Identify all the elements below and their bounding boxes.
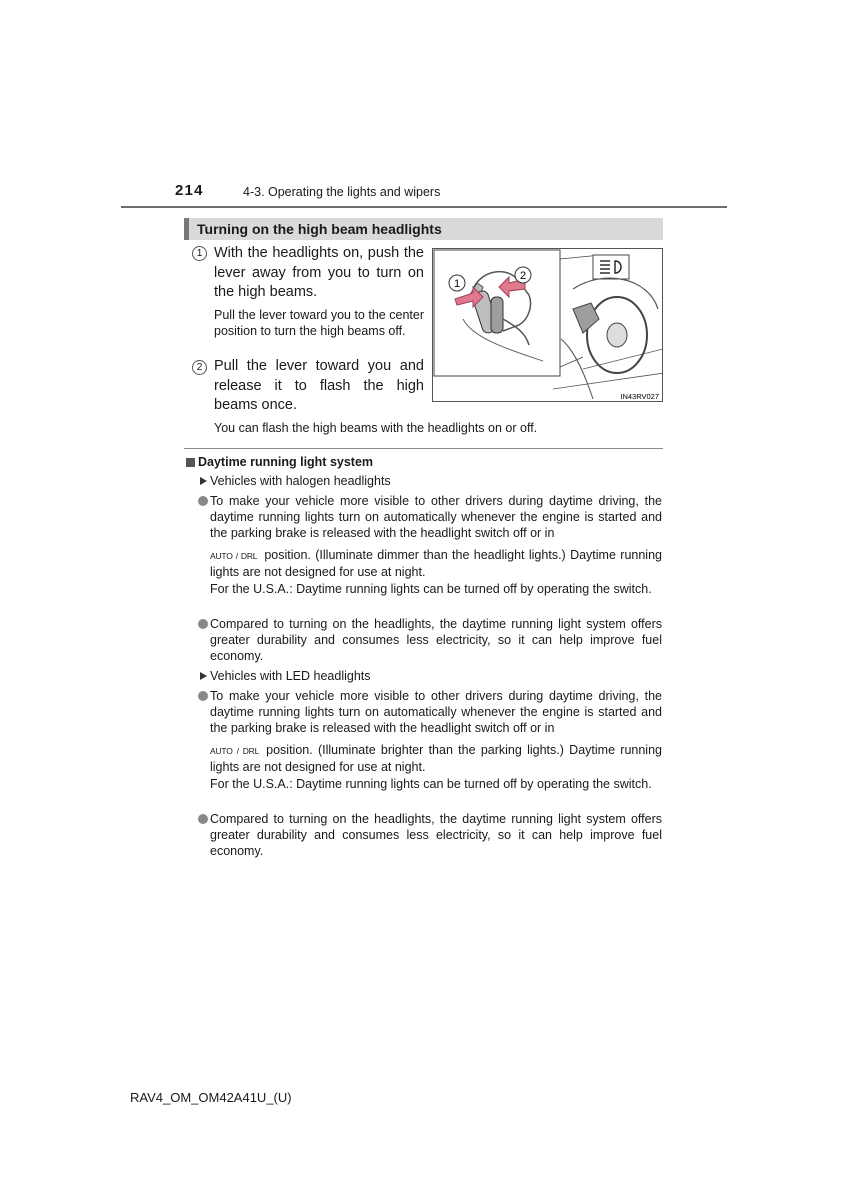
halogen-bullet-1-cont	[210, 547, 662, 580]
bullet-dot-icon	[198, 814, 208, 824]
step-1-text: With the headlights on, push the lever away from you to turn on the high beams.	[214, 245, 424, 300]
section-rule	[184, 448, 663, 449]
step-2-number: 2	[192, 360, 207, 375]
drl-heading-text: Daytime running light system	[198, 455, 374, 469]
triangle-bullet-icon	[200, 477, 207, 485]
section-title: 4-3. Operating the lights and wipers	[243, 185, 441, 199]
page-number: 214	[175, 182, 204, 199]
halogen-usa-note: For the U.S.A.: Daytime running lights can be turned off by operating the switch.	[210, 582, 652, 596]
callout-2: 2	[519, 270, 527, 282]
bullet-dot-icon	[198, 496, 208, 506]
square-bullet-icon	[186, 458, 195, 467]
section-heading	[184, 218, 663, 240]
auto-drl-switch-label: AUTO / DRL	[210, 551, 258, 561]
step-2-text: Pull the lever toward you and release it to flash the high beams once.	[214, 358, 424, 413]
led-bullet-1-cont-text: position. (Illuminate brighter than the parking lights.) Daytime running lights are not designed for use at night.	[210, 743, 662, 774]
figure-code: IN43RV027	[620, 392, 659, 401]
section-heading-text: Turning on the high beam headlights	[197, 221, 442, 237]
flash-note: You can flash the high beams with the headlights on or off.	[214, 421, 538, 435]
led-bullet-2: Compared to turning on the headlights, the daytime running light system offers greater durability and consumes less electricity, so it can help improve fuel economy.	[210, 812, 662, 858]
led-bullet-1: To make your vehicle more visible to other drivers during daytime driving, the daytime running lights turn on automatically whenever the engine is started and the parking brake is released with the headlight switch off or in	[210, 689, 662, 735]
bullet-dot-icon	[198, 691, 208, 701]
footer-doc-code: RAV4_OM_OM42A41U_(U)	[130, 1090, 292, 1105]
step-1-number: 1	[192, 246, 207, 261]
bullet-dot-icon	[198, 619, 208, 629]
header-rule	[121, 206, 727, 208]
triangle-bullet-icon	[200, 672, 207, 680]
led-bullet-1-cont	[210, 742, 662, 775]
led-label: Vehicles with LED headlights	[210, 669, 371, 683]
auto-drl-switch-label: AUTO / DRL	[210, 746, 260, 756]
callout-1: 1	[453, 278, 461, 290]
halogen-bullet-1: To make your vehicle more visible to other drivers during daytime driving, the daytime running lights turn on automatically whenever the engine is started and the parking brake is released with the headlight switch off or in	[210, 494, 662, 540]
drl-heading	[186, 455, 373, 469]
lever-drawing	[433, 249, 663, 402]
step-1-note: Pull the lever toward you to the center position to turn the high beams off.	[214, 308, 424, 338]
halogen-bullet-2: Compared to turning on the headlights, the daytime running light system offers greater durability and consumes less electricity, so it can help improve fuel economy.	[210, 617, 662, 663]
led-usa-note: For the U.S.A.: Daytime running lights can be turned off by operating the switch.	[210, 777, 652, 791]
lever-illustration	[432, 248, 663, 402]
halogen-bullet-1-cont-text: position. (Illuminate dimmer than the headlight lights.) Daytime running lights are not designed for use at night.	[210, 548, 662, 579]
halogen-label: Vehicles with halogen headlights	[210, 474, 391, 488]
